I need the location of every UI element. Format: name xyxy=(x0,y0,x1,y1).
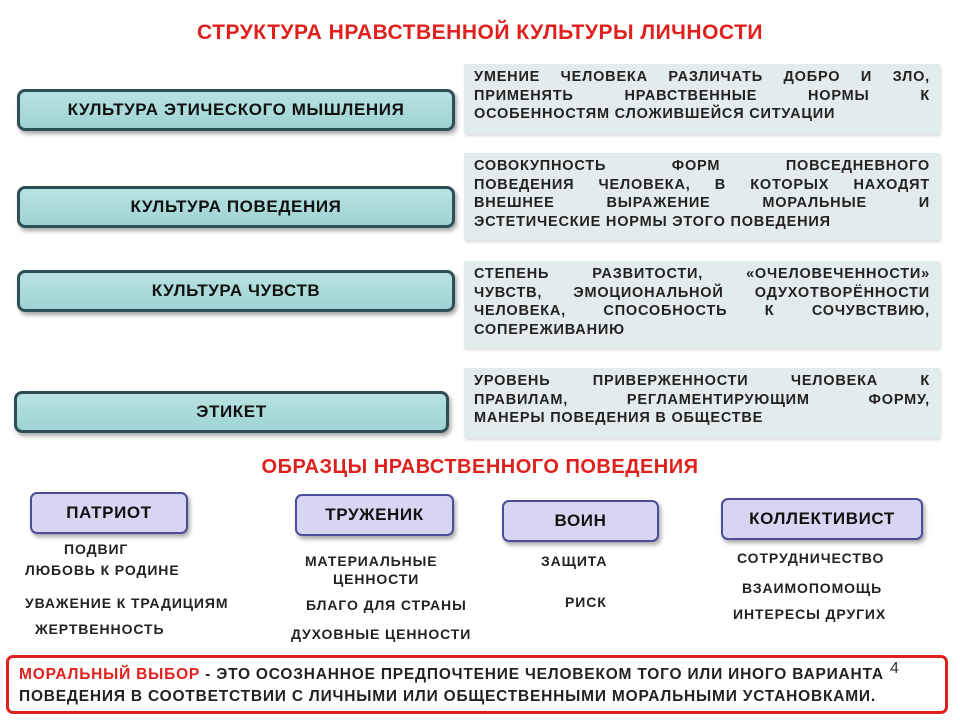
trait-text: ВЗАИМОПОМОЩЬ xyxy=(742,580,883,596)
model-label: ПАТРИОТ xyxy=(66,503,152,522)
trait-text: ПОДВИГ xyxy=(64,541,129,557)
moral-choice-definition xyxy=(6,655,948,714)
model-box-patriot xyxy=(30,492,188,534)
description-line: УМЕНИЕ ЧЕЛОВЕКА РАЗЛИЧАТЬ ДОБРО И ЗЛО, xyxy=(474,69,930,85)
description-line: ПРИМЕНЯТЬ НРАВСТВЕННЫЕ НОРМЫ К xyxy=(474,87,930,104)
trait-text: ЗАЩИТА xyxy=(541,553,608,569)
component-box-etiquette xyxy=(14,391,449,433)
definition-line-2: ПОВЕДЕНИЯ В СООТВЕТСТВИИ С ЛИЧНЫМИ ИЛИ ОБЩЕСТВЕННЫМИ МОРАЛЬНЫМИ УСТАНОВКАМИ. xyxy=(19,688,876,705)
model-box-collectivist xyxy=(721,498,923,540)
model-box-worker xyxy=(295,494,454,536)
trait-text: УВАЖЕНИЕ К ТРАДИЦИЯМ xyxy=(25,595,229,611)
description-line: МАНЕРЫ ПОВЕДЕНИЯ В ОБЩЕСТВЕ xyxy=(474,410,764,426)
trait-text: РИСК xyxy=(565,594,607,610)
description-line: ВНЕШНЕЕ ВЫРАЖЕНИЕ МОРАЛЬНЫЕ И xyxy=(474,195,930,211)
component-label: КУЛЬТУРА ЭТИЧЕСКОГО МЫШЛЕНИЯ xyxy=(67,100,405,119)
trait-text: ДУХОВНЫЕ ЦЕННОСТИ xyxy=(291,626,472,642)
description-line: СОВОКУПНОСТЬ ФОРМ ПОВСЕДНЕВНОГО xyxy=(474,158,930,174)
component-box-behavior xyxy=(17,186,455,228)
trait-text: ЦЕННОСТИ xyxy=(333,571,420,587)
definition-term: МОРАЛЬНЫЙ ВЫБОР xyxy=(19,666,201,683)
page-title: СТРУКТУРА НРАВСТВЕННОЙ КУЛЬТУРЫ ЛИЧНОСТИ xyxy=(197,21,763,44)
section-subtitle: ОБРАЗЦЫ НРАВСТВЕННОГО ПОВЕДЕНИЯ xyxy=(261,456,699,478)
trait-text: ЖЕРТВЕННОСТЬ xyxy=(35,621,165,637)
description-line: ПОВЕДЕНИЯ ЧЕЛОВЕКА, В КОТОРЫХ НАХОДЯТ xyxy=(474,176,930,193)
component-label: КУЛЬТУРА ПОВЕДЕНИЯ xyxy=(130,197,342,216)
description-line: ОСОБЕННОСТЯМ СЛОЖИВШЕЙСЯ СИТУАЦИИ xyxy=(474,106,836,122)
model-label: ВОИН xyxy=(554,511,607,530)
model-box-warrior xyxy=(502,500,659,542)
description-feelings xyxy=(464,261,940,348)
component-label: ЭТИКЕТ xyxy=(196,402,267,421)
description-ethical-thinking xyxy=(464,64,940,134)
description-line: УРОВЕНЬ ПРИВЕРЖЕННОСТИ ЧЕЛОВЕКА К xyxy=(474,373,930,389)
definition-line-1 xyxy=(19,664,935,686)
description-line: ПРАВИЛАМ, РЕГЛАМЕНТИРУЮЩИМ ФОРМУ, xyxy=(474,391,930,408)
component-label: КУЛЬТУРА ЧУВСТВ xyxy=(151,281,321,300)
component-box-feelings xyxy=(17,270,455,312)
description-line: СОПЕРЕЖИВАНИЮ xyxy=(474,321,625,338)
trait-text: СОТРУДНИЧЕСТВО xyxy=(737,550,885,566)
description-line: СТЕПЕНЬ РАЗВИТОСТИ, «ОЧЕЛОВЕЧЕННОСТИ» xyxy=(474,266,930,282)
description-line: ЧЕЛОВЕКА, СПОСОБНОСТЬ К СОЧУВСТВИЮ, xyxy=(474,303,930,319)
description-behavior xyxy=(464,153,940,240)
description-line: ЧУВСТВ, ЭМОЦИОНАЛЬНОЙ ОДУХОТВОРЁННОСТИ xyxy=(474,284,930,301)
description-line: ЭСТЕТИЧЕСКИЕ НОРМЫ ЭТОГО ПОВЕДЕНИЯ xyxy=(474,213,831,230)
trait-text: ЛЮБОВЬ К РОДИНЕ xyxy=(25,562,180,578)
description-etiquette xyxy=(464,368,940,438)
trait-text: ИНТЕРЕСЫ ДРУГИХ xyxy=(733,606,887,622)
model-label: ТРУЖЕНИК xyxy=(325,505,424,524)
definition-text: - ЭТО ОСОЗНАННОЕ ПРЕДПОЧТЕНИЕ ЧЕЛОВЕКОМ ТОГО ИЛИ ИНОГО ВАРИАНТА xyxy=(200,666,884,683)
model-label: КОЛЛЕКТИВИСТ xyxy=(749,509,895,528)
trait-text: МАТЕРИАЛЬНЫЕ xyxy=(305,553,438,569)
trait-text: БЛАГО ДЛЯ СТРАНЫ xyxy=(306,597,467,613)
component-box-ethical-thinking xyxy=(17,89,455,131)
page-number: 4 xyxy=(890,660,899,677)
